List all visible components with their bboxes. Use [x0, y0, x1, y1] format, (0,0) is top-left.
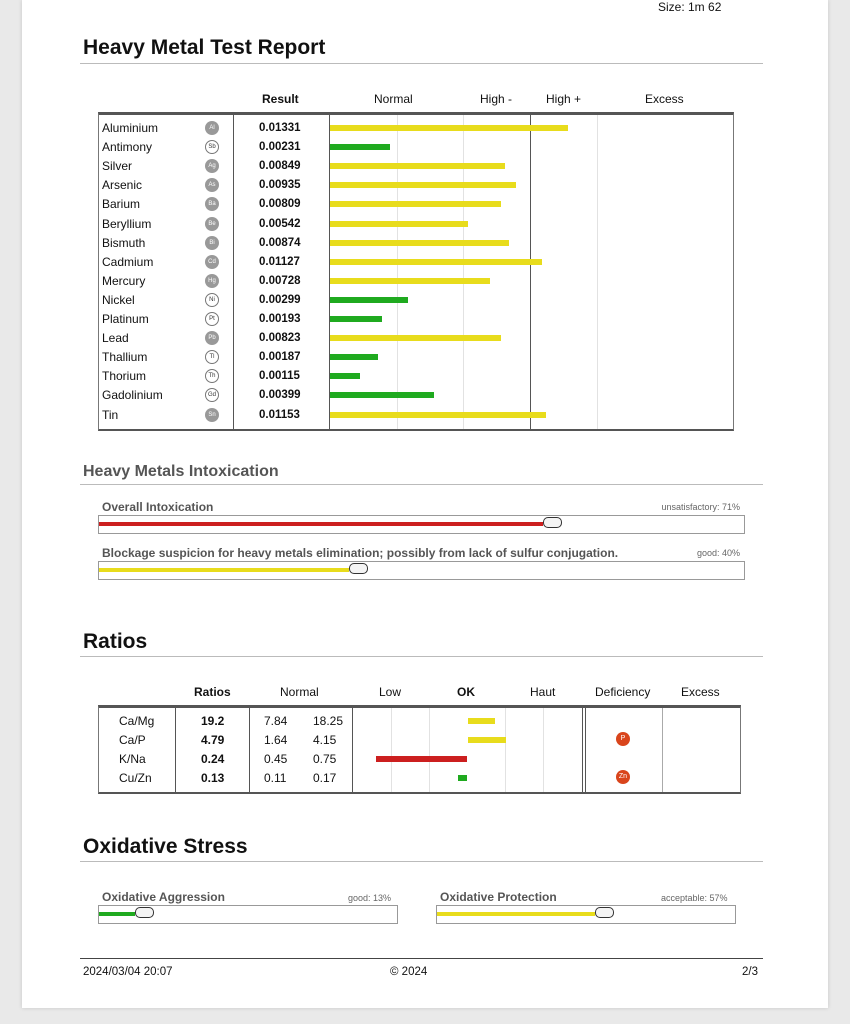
metal-name: Barium — [102, 197, 141, 212]
element-symbol-icon: Gd — [205, 388, 219, 402]
ratio-normal-max: 0.17 — [313, 771, 337, 785]
oxidative-aggression-knob — [135, 907, 154, 918]
metal-name: Mercury — [102, 273, 146, 288]
blockage-suspicion-knob — [349, 563, 368, 574]
metal-level-bar — [330, 125, 568, 131]
ratios-low-header: Low — [379, 685, 402, 699]
overall-intoxication-fill — [99, 522, 543, 526]
ratios-column-header: Ratios — [194, 685, 231, 699]
metal-row-thallium — [99, 348, 733, 367]
overall-intoxication-knob — [543, 517, 562, 528]
ratio-normal-min: 1.64 — [264, 733, 288, 747]
element-symbol-icon: Cd — [205, 255, 219, 269]
metal-result-value: 0.01331 — [259, 122, 301, 134]
metal-row-mercury — [99, 272, 733, 291]
metal-name: Thorium — [102, 369, 147, 384]
element-symbol-icon: Ag — [205, 159, 219, 173]
metal-name: Arsenic — [102, 178, 143, 193]
ratio-row-ca-p — [99, 730, 740, 749]
ratios-divider — [80, 656, 763, 657]
size-label: Size: 1m 62 — [658, 0, 722, 14]
page-title: Heavy Metal Test Report — [83, 36, 326, 59]
metal-level-bar — [330, 182, 516, 188]
element-symbol-icon: Tl — [205, 350, 219, 364]
metal-result-value: 0.00542 — [259, 217, 301, 230]
overall-intoxication-label: Overall Intoxication — [102, 500, 214, 514]
oxidative-aggression-status: good: 13% — [348, 893, 392, 903]
metal-result-value: 0.00399 — [259, 389, 301, 402]
metal-result-value: 0.00299 — [259, 293, 301, 306]
ratio-row-cu-zn — [99, 768, 740, 787]
metal-level-bar — [330, 373, 360, 379]
metal-result-value: 0.01153 — [259, 408, 300, 421]
ratio-row-k-na — [99, 749, 740, 768]
ratio-name: Ca/Mg — [119, 714, 155, 728]
metal-level-bar — [330, 144, 390, 150]
metal-result-value: 0.00187 — [259, 351, 301, 364]
ratio-normal-max: 18.25 — [313, 714, 344, 728]
ratio-normal-min: 0.45 — [264, 752, 288, 766]
ratio-normal-max: 0.75 — [313, 752, 337, 766]
ratios-ok-header: OK — [457, 685, 475, 699]
element-symbol-icon: Th — [205, 369, 219, 383]
metal-name: Bismuth — [102, 235, 146, 250]
metal-level-bar — [330, 201, 501, 207]
metal-row-lead — [99, 329, 733, 348]
metal-row-gadolinium — [99, 386, 733, 405]
deficiency-marker-icon: Zn — [616, 770, 630, 784]
metal-level-bar — [330, 221, 468, 227]
blockage-suspicion-status: good: 40% — [696, 548, 740, 558]
metal-row-tin — [99, 406, 733, 425]
metal-row-beryllium — [99, 215, 733, 234]
heavy-metal-table — [98, 112, 734, 431]
metal-name: Platinum — [102, 312, 149, 326]
ratio-level-bar — [376, 756, 468, 762]
intoxication-divider — [80, 484, 763, 485]
metal-name: Lead — [102, 331, 129, 346]
ratios-table — [98, 705, 741, 794]
metal-row-bismuth — [99, 234, 733, 253]
ratio-value: 4.79 — [201, 733, 225, 747]
blockage-suspicion-fill — [99, 568, 349, 572]
element-symbol-icon: Sn — [205, 408, 219, 422]
title-divider — [80, 63, 763, 64]
metal-name: Beryllium — [102, 216, 152, 231]
element-symbol-icon: Pt — [205, 312, 219, 326]
normal-column-header: Normal — [374, 92, 413, 106]
metal-name: Silver — [102, 159, 133, 174]
metal-level-bar — [330, 316, 382, 322]
footer-date: 2024/03/04 20:07 — [83, 966, 173, 978]
oxidative-protection-status: acceptable: 57% — [661, 893, 728, 903]
overall-intoxication-gauge — [98, 515, 745, 534]
metal-level-bar — [330, 259, 542, 265]
ratio-name: Cu/Zn — [119, 771, 152, 785]
element-symbol-icon: Bi — [205, 236, 219, 250]
oxidative-protection-fill — [437, 912, 595, 916]
element-symbol-icon: Ni — [205, 293, 219, 307]
oxidative-heading: Oxidative Stress — [83, 835, 248, 858]
metal-row-platinum — [99, 310, 733, 329]
metal-row-thorium — [99, 367, 733, 386]
ratio-value: 0.13 — [201, 771, 225, 785]
metal-name: Cadmium — [102, 254, 154, 269]
footer-divider — [80, 958, 763, 959]
element-symbol-icon: As — [205, 178, 219, 192]
ratio-row-ca-mg — [99, 711, 740, 730]
metal-name: Gadolinium — [102, 388, 163, 403]
oxidative-protection-gauge — [436, 905, 736, 924]
metal-level-bar — [330, 297, 408, 303]
footer-page-number: 2/3 — [742, 966, 758, 978]
metal-result-value: 0.00193 — [259, 313, 301, 325]
element-symbol-icon: Be — [205, 217, 219, 231]
metal-row-nickel — [99, 291, 733, 310]
ratio-normal-min: 0.11 — [264, 771, 287, 785]
element-symbol-icon: Sb — [205, 140, 219, 154]
ratio-level-bar — [458, 775, 467, 781]
oxidative-protection-label: Oxidative Protection — [440, 890, 557, 904]
metal-row-arsenic — [99, 176, 733, 195]
metal-result-value: 0.00935 — [259, 179, 301, 192]
metal-name: Antimony — [102, 140, 153, 155]
metal-result-value: 0.00823 — [259, 332, 301, 345]
ratio-name: Ca/P — [119, 733, 146, 747]
metal-name: Thallium — [102, 350, 148, 365]
blockage-suspicion-gauge — [98, 561, 745, 580]
metal-level-bar — [330, 412, 546, 418]
metal-row-cadmium — [99, 253, 733, 272]
ratios-excess-header: Excess — [681, 685, 720, 699]
ratio-value: 0.24 — [201, 752, 225, 766]
metal-result-value: 0.01127 — [259, 255, 300, 268]
oxidative-aggression-fill — [99, 912, 135, 916]
metal-row-barium — [99, 195, 733, 214]
high-plus-column-header: High + — [546, 92, 582, 106]
metal-result-value: 0.00115 — [259, 370, 300, 383]
ratio-normal-min: 7.84 — [264, 714, 288, 728]
metal-row-aluminium — [99, 119, 733, 138]
excess-column-header: Excess — [645, 92, 684, 106]
footer-copyright: © 2024 — [390, 966, 428, 978]
metal-level-bar — [330, 354, 378, 360]
ratios-heading: Ratios — [83, 630, 148, 653]
element-symbol-icon: Hg — [205, 274, 219, 288]
metal-name: Aluminium — [102, 121, 159, 135]
oxidative-aggression-label: Oxidative Aggression — [102, 890, 225, 904]
overall-intoxication-status: unsatisfactory: 71% — [661, 502, 740, 512]
ratio-value: 19.2 — [201, 714, 225, 728]
oxidative-aggression-gauge — [98, 905, 398, 924]
ratio-level-bar — [468, 737, 507, 743]
element-symbol-icon: Ba — [205, 197, 219, 211]
metal-level-bar — [330, 163, 505, 169]
metal-level-bar — [330, 392, 434, 398]
metal-row-antimony — [99, 138, 733, 157]
metal-result-value: 0.00874 — [259, 236, 301, 249]
metal-name: Nickel — [102, 292, 135, 307]
metal-result-value: 0.00728 — [259, 274, 301, 287]
ratio-level-bar — [468, 718, 495, 724]
deficiency-marker-icon: P — [616, 732, 630, 746]
ratio-normal-max: 4.15 — [313, 733, 337, 747]
metal-result-value: 0.00231 — [259, 141, 301, 154]
ratios-haut-header: Haut — [530, 685, 556, 699]
metal-level-bar — [330, 335, 501, 341]
oxidative-divider — [80, 861, 763, 862]
report-page — [22, 0, 828, 1008]
blockage-suspicion-label: Blockage suspicion for heavy metals elimination; possibly from lack of sulfur conjugation. — [102, 546, 619, 560]
ratios-normal-header: Normal — [280, 685, 319, 699]
metal-level-bar — [330, 278, 490, 284]
metal-result-value: 0.00809 — [259, 198, 301, 211]
metal-name: Tin — [102, 407, 119, 422]
ratio-name: K/Na — [119, 752, 146, 766]
intoxication-heading: Heavy Metals Intoxication — [83, 463, 279, 480]
element-symbol-icon: Pb — [205, 331, 219, 345]
oxidative-protection-knob — [595, 907, 614, 918]
metal-result-value: 0.00849 — [259, 160, 301, 173]
metal-level-bar — [330, 240, 509, 246]
element-symbol-icon: Al — [205, 121, 219, 135]
ratios-deficiency-header: Deficiency — [595, 685, 651, 699]
metal-row-silver — [99, 157, 733, 176]
high-minus-column-header: High - — [480, 92, 513, 106]
result-column-header: Result — [262, 92, 299, 106]
